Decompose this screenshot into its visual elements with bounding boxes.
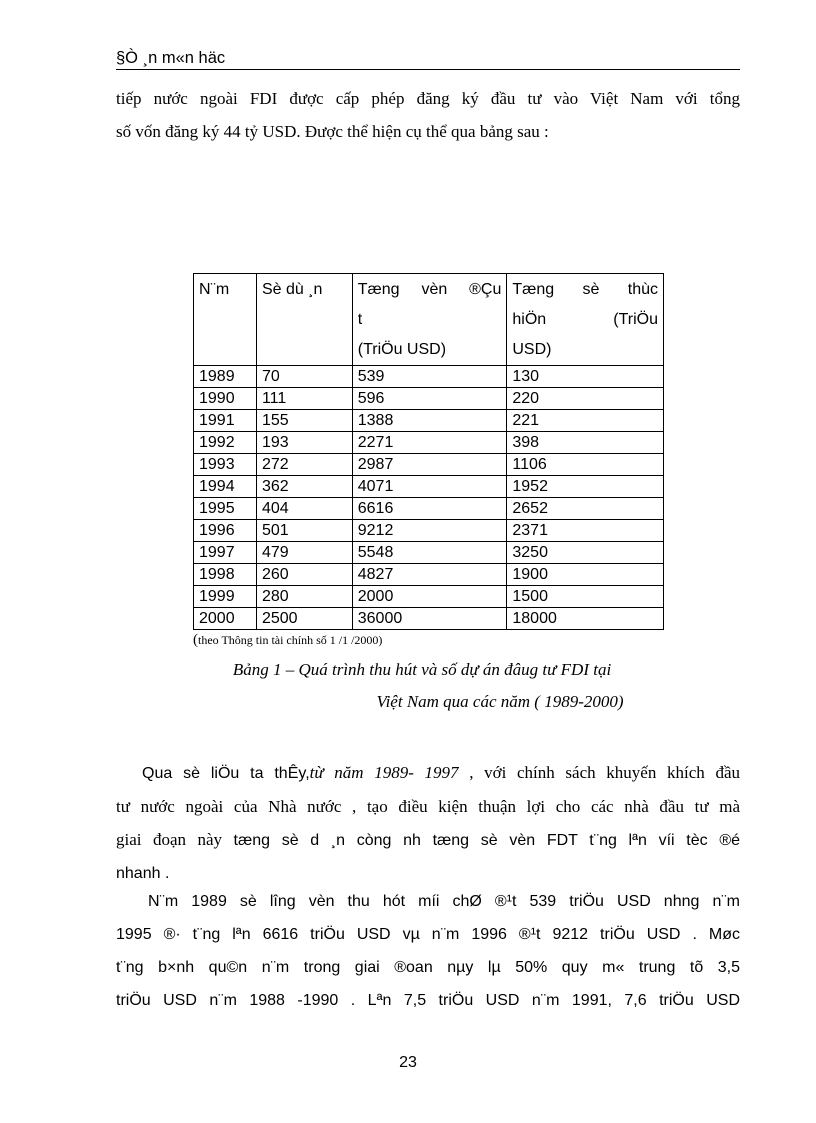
cell-year: 1994 — [194, 476, 257, 498]
cell-project-count: 111 — [256, 388, 352, 410]
cell-project-count: 479 — [256, 542, 352, 564]
cell-total-implemented: 1900 — [507, 564, 664, 586]
cell-project-count: 272 — [256, 454, 352, 476]
table-row — [194, 520, 664, 542]
cell-total-capital: 4071 — [352, 476, 507, 498]
cell-total-capital: 596 — [352, 388, 507, 410]
intro-paragraph — [116, 82, 740, 148]
cell-year: 1996 — [194, 520, 257, 542]
table-row — [194, 542, 664, 564]
paragraph-1-line-3: giai đoạn này tæng sè d ¸n còng nh tæng sè vèn FDT t¨ng lªn víi tèc ®é — [116, 830, 740, 849]
paragraph-1-line-4: nhanh . — [116, 865, 170, 882]
cell-total-implemented: 221 — [507, 410, 664, 432]
source-open-paren: ( — [193, 632, 198, 648]
cell-total-capital: 2987 — [352, 454, 507, 476]
fdi-table — [193, 273, 664, 630]
cell-total-capital: 4827 — [352, 564, 507, 586]
cell-year: 1991 — [194, 410, 257, 432]
cell-project-count: 404 — [256, 498, 352, 520]
table-caption-line-1: Bảng 1 – Quá trình thu hút và số dự án đâug tư FDI tại — [232, 660, 612, 679]
cell-total-implemented: 398 — [507, 432, 664, 454]
cell-project-count: 362 — [256, 476, 352, 498]
cell-total-implemented: 1500 — [507, 586, 664, 608]
cell-total-capital: 6616 — [352, 498, 507, 520]
cell-year: 1998 — [194, 564, 257, 586]
running-header: §Ò ¸n m«n häc — [116, 49, 740, 70]
page-number: 23 — [399, 1054, 417, 1071]
cell-year: 2000 — [194, 608, 257, 630]
cell-total-implemented: 130 — [507, 366, 664, 388]
paragraph-2-line-2: 1995 ®· t¨ng lªn 6616 triÖu USD vµ n¨m 1996 ®¹t 9212 triÖu USD . Møc — [116, 926, 740, 943]
paragraph-1 — [116, 756, 740, 890]
cell-total-implemented: 2652 — [507, 498, 664, 520]
source-text: theo Thông tin tài chính số 1 /1 /2000) — [198, 633, 383, 647]
cell-total-implemented: 1952 — [507, 476, 664, 498]
paragraph-2-line-4: triÖu USD n¨m 1988 -1990 . Lªn 7,5 triÖu USD n¨m 1991, 7,6 triÖu USD — [116, 992, 740, 1009]
cell-year: 1992 — [194, 432, 257, 454]
header-project-count: Sè dù ¸n — [256, 274, 352, 366]
table-row — [194, 432, 664, 454]
table-header-row — [194, 274, 664, 366]
cell-total-capital: 36000 — [352, 608, 507, 630]
cell-project-count: 193 — [256, 432, 352, 454]
cell-total-capital: 539 — [352, 366, 507, 388]
table-row — [194, 498, 664, 520]
cell-project-count: 155 — [256, 410, 352, 432]
header-total-implemented: Tæng sè thùc hiÖn (TriÖu USD) — [507, 274, 664, 366]
table-row — [194, 454, 664, 476]
paragraph-1-line-1: Qua sè liÖu ta thÊy,từ năm 1989- 1997 , với chính sách khuyến khích đầu — [142, 763, 740, 782]
cell-year: 1993 — [194, 454, 257, 476]
cell-total-capital: 2271 — [352, 432, 507, 454]
table-row — [194, 608, 664, 630]
cell-total-implemented: 2371 — [507, 520, 664, 542]
intro-line-2: số vốn đăng ký 44 tỷ USD. Được thể hiện cụ thể qua bảng sau : — [116, 122, 549, 141]
cell-total-implemented: 220 — [507, 388, 664, 410]
table-body — [194, 366, 664, 630]
cell-project-count: 2500 — [256, 608, 352, 630]
cell-total-capital: 2000 — [352, 586, 507, 608]
table-row — [194, 476, 664, 498]
cell-total-capital: 5548 — [352, 542, 507, 564]
paragraph-2-line-1: N¨m 1989 sè lîng vèn thu hót míi chØ ®¹t 539 triÖu USD nhng n¨m — [148, 893, 740, 910]
cell-year: 1990 — [194, 388, 257, 410]
paragraph-2 — [116, 885, 740, 1017]
cell-project-count: 260 — [256, 564, 352, 586]
table-row — [194, 586, 664, 608]
cell-year: 1989 — [194, 366, 257, 388]
cell-project-count: 280 — [256, 586, 352, 608]
paragraph-1-line-2: tư nước ngoài của Nhà nước , tạo điều kiện thuận lợi cho các nhà đầu tư mà — [116, 797, 740, 816]
cell-total-implemented: 18000 — [507, 608, 664, 630]
cell-year: 1997 — [194, 542, 257, 564]
cell-total-capital: 9212 — [352, 520, 507, 542]
header-total-capital: Tæng vèn ®Çu t (TriÖu USD) — [352, 274, 507, 366]
intro-line-1: tiếp nước ngoài FDI được cấp phép đăng ký đầu tư vào Việt Nam với tổng — [116, 89, 740, 108]
table-row — [194, 388, 664, 410]
table-row — [194, 366, 664, 388]
cell-total-capital: 1388 — [352, 410, 507, 432]
table-source-note — [193, 632, 382, 649]
cell-project-count: 70 — [256, 366, 352, 388]
table-caption-line-2: Việt Nam qua các năm ( 1989-2000) — [376, 692, 624, 711]
cell-year: 1999 — [194, 586, 257, 608]
cell-total-implemented: 3250 — [507, 542, 664, 564]
cell-year: 1995 — [194, 498, 257, 520]
cell-project-count: 501 — [256, 520, 352, 542]
cell-total-implemented: 1106 — [507, 454, 664, 476]
table-row — [194, 410, 664, 432]
paragraph-2-line-3: t¨ng b×nh qu©n n¨m trong giai ®oan nµy lµ 50% quy m« trung tõ 3,5 — [116, 959, 740, 976]
header-year: N¨m — [194, 274, 257, 366]
table-row — [194, 564, 664, 586]
